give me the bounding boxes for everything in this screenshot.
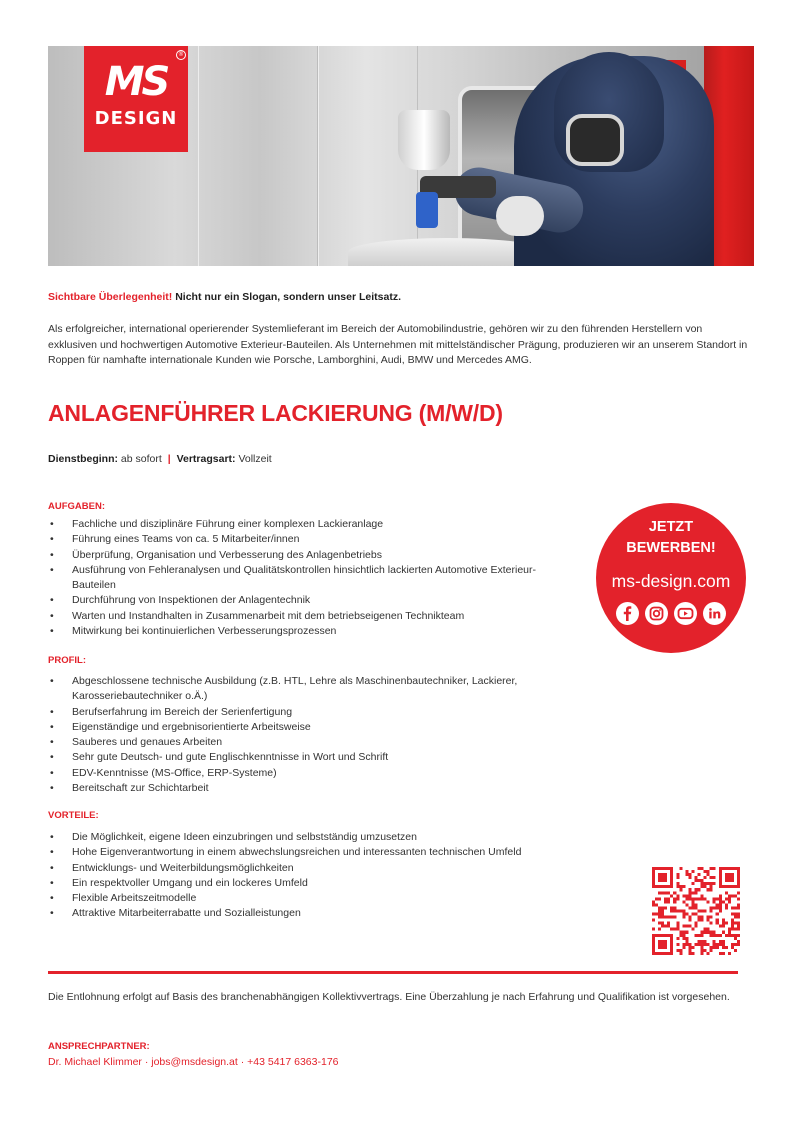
job-title: ANLAGENFÜHRER LACKIERUNG (M/W/D) [48,400,503,426]
list-item: • EDV-Kenntnisse (MS-Office, ERP-Systeme) [48,766,568,781]
start-label: Dienstbeginn: [48,453,118,465]
tasks-list [48,517,548,639]
list-item: • Sauberes und genaues Arbeiten [48,735,568,750]
meta-separator: | [167,453,171,465]
list-item: • Überprüfung, Organisation und Verbesserung des Anlagenbetriebs [48,548,548,563]
apply-now-title [596,517,746,559]
list-item: • Sehr gute Deutsch- und gute Englischkenntnisse in Wort und Schrift [48,750,568,765]
tasks-heading: AUFGABEN: [48,501,105,512]
start-value: ab sofort [120,453,162,465]
instagram-icon[interactable] [645,602,668,625]
logo-ms-text: MS [104,59,168,105]
spray-gun-cup [398,110,450,170]
apply-now-line2: BEWERBEN! [626,540,716,556]
list-item: • Flexible Arbeitszeitmodelle [48,891,628,906]
list-item: • Entwicklungs- und Weiterbildungsmöglichkeiten [48,861,628,876]
benefits-list [48,830,628,922]
job-meta [48,453,272,465]
list-item: • Führung eines Teams von ca. 5 Mitarbeiter/innen [48,532,548,547]
list-item: • Ausführung von Fehleranalysen und Qualitätskontrollen hinsichtlich lackierten Automotive Exterieur-Bauteilen [48,563,548,594]
profile-list [48,674,568,796]
divider [48,971,738,974]
glove [496,196,544,236]
website-link[interactable]: ms-design.com [611,571,731,591]
list-item: • Eigenständige und ergebnisorientierte Arbeitsweise [48,720,568,735]
social-icons [616,602,726,625]
slogan-highlight: Sichtbare Überlegenheit! [48,291,173,303]
apply-now-line1: JETZT [648,519,694,535]
contact-heading: ANSPRECHPARTNER: [48,1041,150,1052]
list-item: • Warten und Instandhalten in Zusammenarbeit mit dem betriebseigenen Technikteam [48,609,548,624]
apply-now-badge[interactable] [596,503,746,653]
contract-label: Vertragsart: [176,453,236,465]
slogan-rest: Nicht nur ein Slogan, sondern unser Leitsatz. [175,291,401,303]
youtube-icon[interactable] [674,602,697,625]
contact-line[interactable]: Dr. Michael Klimmer · jobs@msdesign.at · +43 5417 6363-176 [48,1056,339,1068]
salary-note: Die Entlohnung erfolgt auf Basis des branchenabhängigen Kollektivvertrags. Eine Überzahlung je nach Erfahrung und Qualifikation ist vorgesehen. [48,991,730,1003]
list-item: • Durchführung von Inspektionen der Anlagentechnik [48,593,548,608]
slogan [48,291,401,303]
wall-panel [198,46,318,266]
ms-design-logo [84,46,188,152]
company-intro: Als erfolgreicher, international operierender Systemlieferant im Bereich der Automobilindustrie, gehören wir zu den führenden Herstellern von exklusiven und hochwertigen Automotive Exterieur-Bauteilen. Als Unternehmen mit mittelständischer Prägung, produzieren wir an unserem Standort in Roppen für namhafte internationale Kunden wie Porsche, Lamborghini, Audi, BMW und Mercedes AMG. [48,323,748,366]
registered-mark: ® [176,50,186,60]
facebook-icon[interactable] [616,602,639,625]
list-item: • Die Möglichkeit, eigene Ideen einzubringen und selbstständig umzusetzen [48,830,628,845]
benefits-heading: VORTEILE: [48,810,99,821]
list-item: • Fachliche und disziplinäre Führung einer komplexen Lackieranlage [48,517,548,532]
logo-design-text: DESIGN [94,108,178,129]
hero-image [48,46,754,266]
spray-gun-handle [416,192,438,228]
linkedin-icon[interactable] [703,602,726,625]
profile-heading: PROFIL: [48,655,86,666]
list-item: • Ein respektvoller Umgang und ein lockeres Umfeld [48,876,628,891]
list-item: • Abgeschlossene technische Ausbildung (z.B. HTL, Lehre als Maschinenbautechniker, Lackierer, Karosseriebautechniker o.Ä.) [48,674,568,705]
list-item: • Mitwirkung bei kontinuierlichen Verbesserungsprozessen [48,624,548,639]
qr-code[interactable] [652,867,740,955]
list-item: • Hohe Eigenverantwortung in einem abwechslungsreichen und interessanten technischen Umfeld [48,845,628,860]
respirator-mask [566,114,624,166]
contract-value: Vollzeit [238,453,272,465]
list-item: • Attraktive Mitarbeiterrabatte und Sozialleistungen [48,906,628,921]
list-item: • Berufserfahrung im Bereich der Serienfertigung [48,705,568,720]
list-item: • Bereitschaft zur Schichtarbeit [48,781,568,796]
